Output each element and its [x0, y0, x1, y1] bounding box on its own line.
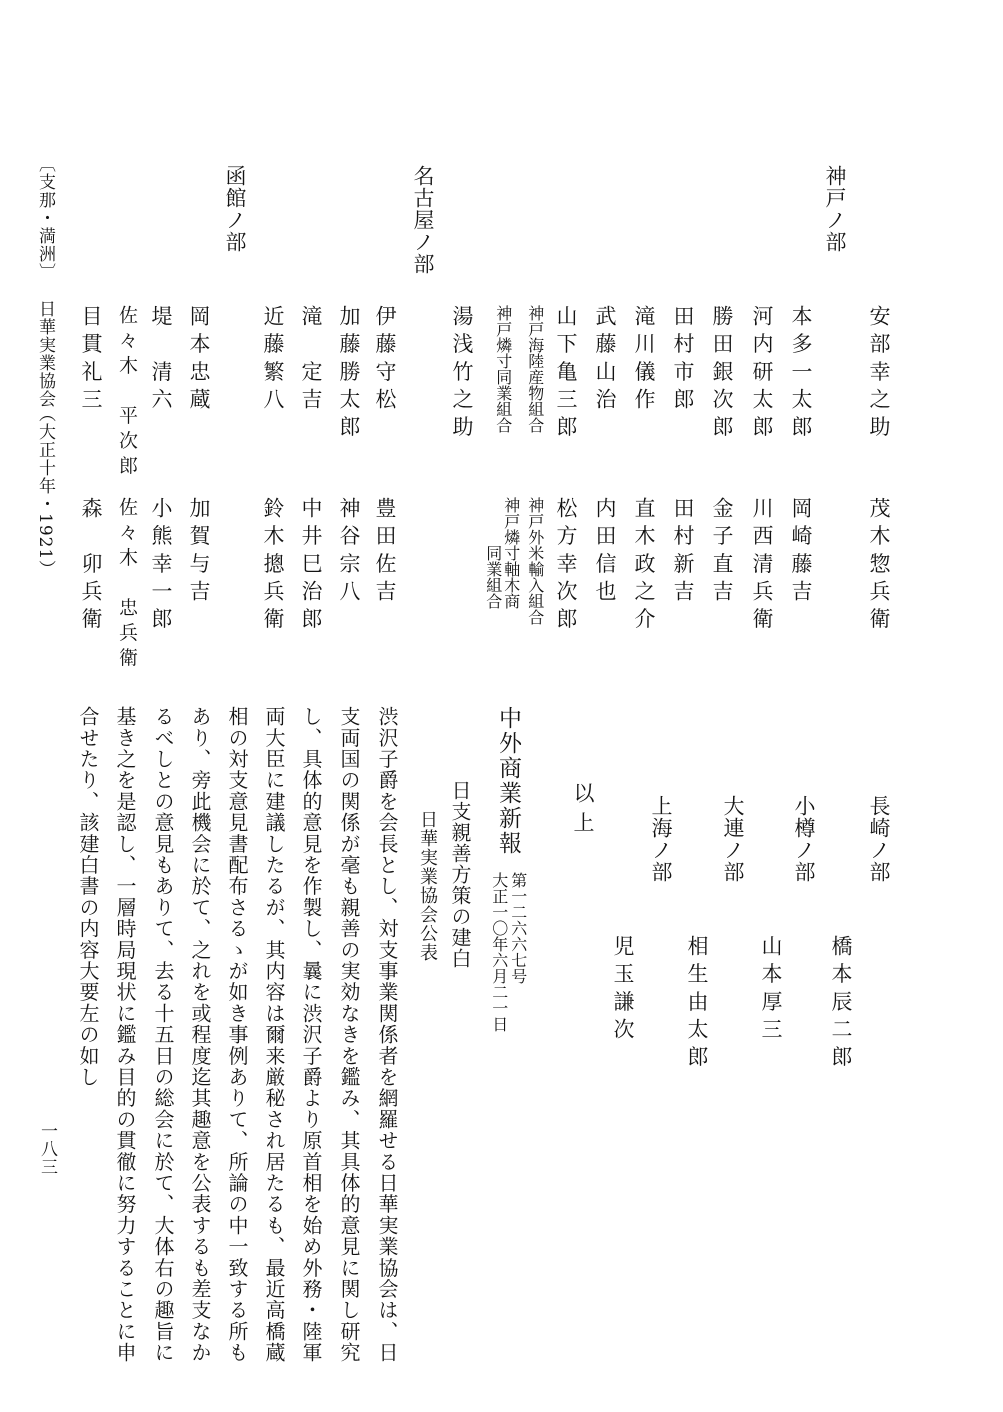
- kobe-group-a-0: 神戸海陸産物組合: [525, 305, 545, 433]
- sidebar-org: 日華実業協会: [35, 300, 55, 408]
- article-line-8: 合せたり、該建白書の内容大要左の如し: [76, 706, 100, 1088]
- article-subtitle: 日華実業協会公表: [417, 810, 438, 962]
- hakodate-name-b-2: 佐 々 木 忠 兵 衛: [116, 497, 138, 667]
- kobe-name-b-5: 直 木 政 之 介: [632, 497, 656, 629]
- hakodate-name-b-1: 小 熊 幸 一 郎: [149, 497, 173, 629]
- nagoya-name-b-2: 中 井 巳 治 郎: [299, 497, 323, 629]
- dairen-name: 相 生 由 太 郎: [685, 935, 709, 1067]
- article-line-5: あり、旁此機会に於て、之れを或程度迄其趣意を公表するも差支なか: [188, 706, 212, 1364]
- article-line-4: 相の対支意見書配布さるゝが如き事例ありて、所論の中一致する所も: [225, 706, 249, 1364]
- article-line-0: 渋沢子爵を会長とし、対支事業関係者を網羅せる日華実業協会は、日: [375, 706, 399, 1364]
- kobe-name-b-2: 川 西 清 兵 衛: [750, 497, 774, 629]
- issue-date: 大正一〇年六月二一日: [489, 872, 509, 1032]
- newspaper-name: 中外商業新報: [495, 706, 521, 856]
- kobe-name-a-7: 山 下 亀 三 郎: [554, 305, 578, 437]
- hakodate-name-a-2: 佐 々 木 平 次 郎: [116, 305, 138, 475]
- article-line-1: 支両国の関係が毫も親善の実効なきを鑑み、其具体的意見に関し研究: [337, 706, 361, 1364]
- hakodate-name-b-0: 加 賀 与 吉: [187, 497, 211, 602]
- nagoya-name-b-3: 鈴 木 摠 兵 衛: [261, 497, 285, 629]
- hakodate-name-a-0: 岡 本 忠 蔵: [187, 305, 211, 410]
- page-number: 一八三: [37, 1122, 57, 1176]
- article-line-7: 基き之を是認し、一層時局現状に鑑み目的の貫徹に努力することに申: [113, 706, 137, 1364]
- shanghai-header: 上海ノ部: [649, 795, 673, 883]
- kobe-group-b-0: 神戸外米輸入組合: [525, 497, 545, 625]
- kobe-name-a-6: 武 藤 山 治: [593, 305, 617, 410]
- shanghai-name: 児 玉 謙 次: [611, 935, 635, 1040]
- kobe-last-name: 湯 浅 竹 之 助: [450, 305, 474, 437]
- article-line-3: 両大臣に建議したるが、其内容は爾来厳秘され居たるも、最近高橋蔵: [262, 706, 286, 1364]
- kobe-name-b-0: 茂 木 惣 兵 衛: [867, 497, 891, 629]
- article-line-6: るべしとの意見もありて、去る十五日の総会に於て、大体右の趣旨に: [151, 706, 175, 1364]
- kobe-name-b-1: 岡 崎 藤 吉: [789, 497, 813, 602]
- sidebar-year: （大正十年・1921）: [35, 405, 55, 579]
- nagoya-name-a-0: 伊 藤 守 松: [373, 305, 397, 410]
- nagasaki-name: 橋 本 辰 二 郎: [829, 935, 853, 1067]
- dairen-header: 大連ノ部: [721, 795, 745, 883]
- nagoya-header: 名古屋ノ部: [411, 165, 435, 275]
- hakodate-name-a-3: 目 貫 礼 三: [79, 305, 103, 410]
- kobe-name-a-1: 本 多 一 太 郎: [789, 305, 813, 437]
- kobe-name-b-3: 金 子 直 吉: [710, 497, 734, 602]
- kobe-group-b2-1: 同業組合: [483, 545, 503, 609]
- hakodate-name-a-1: 堤 清 六: [149, 305, 173, 410]
- kobe-group-b1-1: 神戸燐寸軸木商: [501, 497, 521, 609]
- nagoya-name-a-3: 近 藤 繁 八: [261, 305, 285, 410]
- otaru-name: 山 本 厚 三: [759, 935, 783, 1040]
- article-title: 日支親善方策の建白: [448, 780, 472, 969]
- nagoya-name-b-1: 神 谷 宗 八: [337, 497, 361, 602]
- kobe-name-a-0: 安 部 幸 之 助: [867, 305, 891, 437]
- kobe-name-a-2: 河 内 研 太 郎: [750, 305, 774, 437]
- nagoya-name-b-0: 豊 田 佐 吉: [373, 497, 397, 602]
- hakodate-name-b-3: 森 卯 兵 衛: [79, 497, 103, 629]
- kobe-name-a-4: 田 村 市 郎: [671, 305, 695, 410]
- end-marker: 以 上: [571, 782, 595, 834]
- issue-number: 第一二六六七号: [508, 872, 528, 984]
- hakodate-header: 函館ノ部: [223, 165, 247, 253]
- kobe-name-b-7: 松 方 幸 次 郎: [554, 497, 578, 629]
- sidebar-section-label: 〔支那・満洲〕: [35, 155, 55, 281]
- kobe-name-a-5: 滝 川 儀 作: [632, 305, 656, 410]
- nagoya-name-a-2: 滝 定 吉: [299, 305, 323, 410]
- nagasaki-header: 長崎ノ部: [867, 795, 891, 883]
- article-line-2: し、具体的意見を作製し、曩に渋沢子爵より原首相を始め外務・陸軍: [299, 706, 323, 1364]
- kobe-group-a-1: 神戸燐寸同業組合: [493, 305, 513, 433]
- kobe-name-b-4: 田 村 新 吉: [671, 497, 695, 602]
- kobe-name-b-6: 内 田 信 也: [593, 497, 617, 602]
- nagoya-name-a-1: 加 藤 勝 太 郎: [337, 305, 361, 437]
- kobe-name-a-3: 勝 田 銀 次 郎: [710, 305, 734, 437]
- otaru-header: 小樽ノ部: [792, 795, 816, 883]
- kobe-header: 神戸ノ部: [823, 165, 847, 253]
